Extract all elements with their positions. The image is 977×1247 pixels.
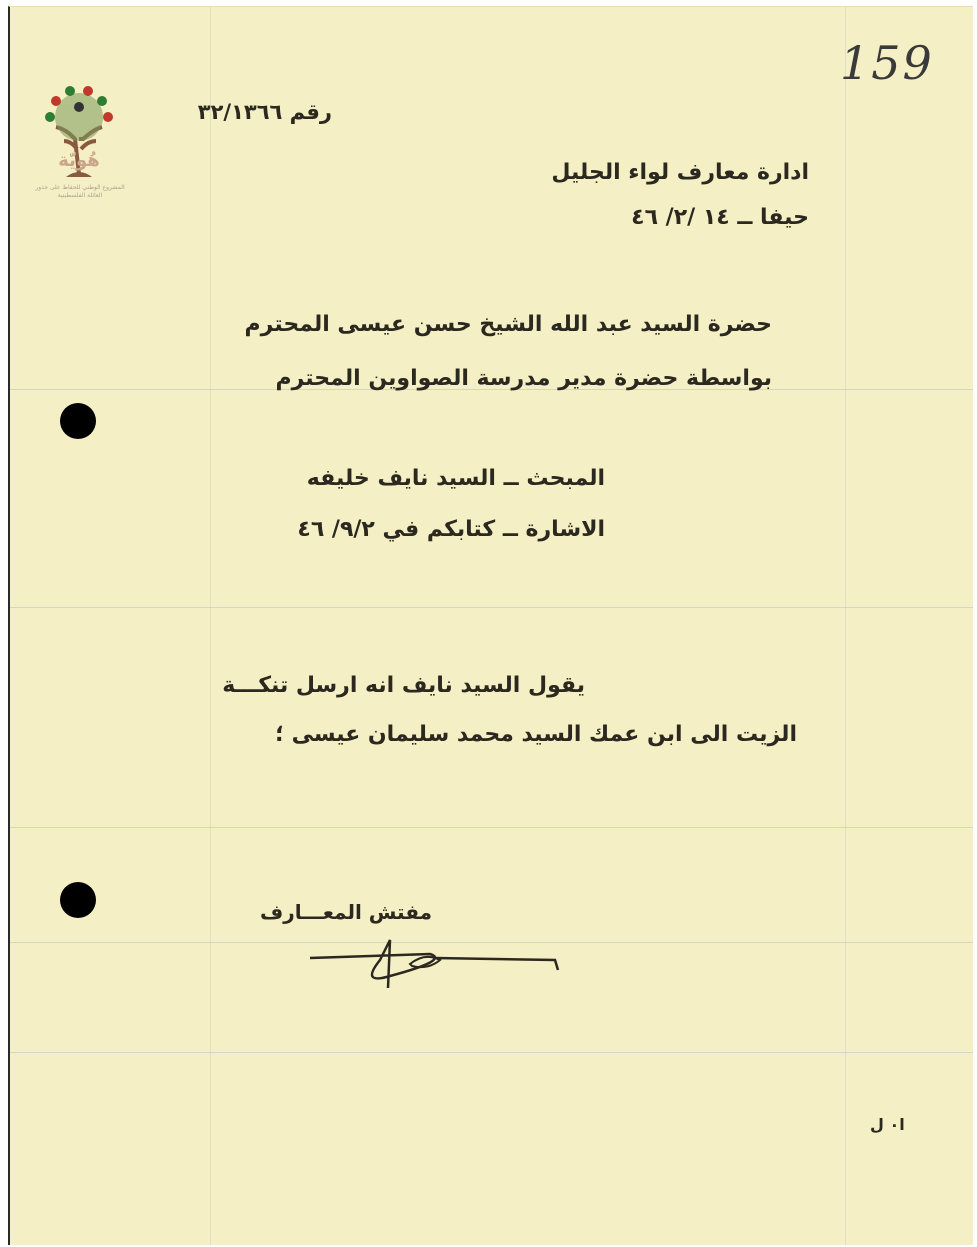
logo-wordmark: هُويّة <box>58 150 100 171</box>
folio-number: 159 <box>840 36 934 90</box>
body-line: الزيت الى ابن عمك السيد محمد سليمان عيسى ؛ <box>275 722 797 747</box>
ruled-line <box>10 827 973 828</box>
document-page <box>8 6 973 1245</box>
body-line: يقول السيد نايف انه ارسل تنكـــة <box>222 673 585 698</box>
logo-tagline: المشروع الوطني للحفاظ على جذور العائلة الفلسطينية <box>35 184 125 199</box>
ruled-line <box>10 1052 973 1053</box>
reference-line: الاشارة ــ كتابكم في ٩/٢/ ٤٦ <box>297 517 605 542</box>
signature <box>300 930 570 1000</box>
addressee-via-line: بواسطة حضرة مدير مدرسة الصواوين المحترم <box>275 366 772 391</box>
ruled-column <box>845 7 846 1245</box>
subject-line: المبحث ــ السيد نايف خليفه <box>306 466 605 491</box>
reference-number: رقم ٣٢/١٣٦٦ <box>197 100 332 124</box>
ruled-column <box>210 7 211 1245</box>
signature-title: مفتش المعـــارف <box>259 900 432 924</box>
department-name: ادارة معارف لواء الجليل <box>551 160 809 185</box>
punch-hole <box>60 403 96 439</box>
place-and-date: حيفا ــ ١٤ /٢/ ٤٦ <box>631 205 809 230</box>
addressee-line: حضرة السيد عبد الله الشيخ حسن عيسى المحترم <box>244 312 772 337</box>
ruled-line <box>10 607 973 608</box>
footer-mark: ا٠ ل <box>870 1115 905 1134</box>
punch-hole <box>60 882 96 918</box>
family-tree-icon <box>36 54 122 204</box>
